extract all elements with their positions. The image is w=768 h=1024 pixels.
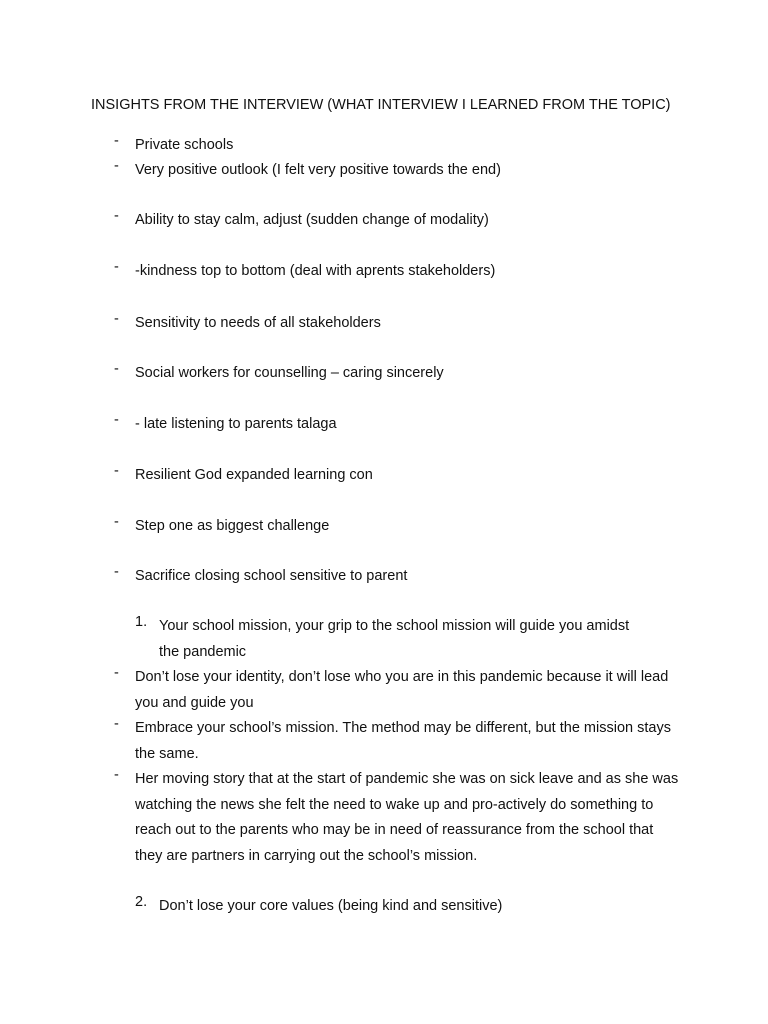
bullet-dash: -	[114, 133, 119, 149]
bullet-dash: -	[114, 463, 119, 479]
list-item-text: Embrace your school’s mission. The method may be different, but the mission stays the same.	[135, 720, 671, 762]
bullet-dash: -	[114, 259, 119, 275]
list-item-text: Her moving story that at the start of pandemic she was on sick leave and as she was watching the news she felt the need to wake up and pro-actively do something to reach out to the parents who may be in need of reassurance from the school that they are partners in carrying out the school’s mission.	[135, 771, 679, 864]
bullet-dash: -	[114, 514, 119, 530]
bullet-dash: -	[114, 716, 119, 732]
list-item-text: Resilient God expanded learning con	[135, 467, 373, 483]
bullet-dash: -	[114, 564, 119, 580]
bullet-dash: -	[114, 208, 119, 224]
item-number: 1.	[135, 614, 148, 630]
bullet-dash: -	[114, 361, 119, 377]
list-item-text: Very positive outlook (I felt very positive towards the end)	[135, 162, 501, 178]
bullet-dash: -	[114, 665, 119, 681]
document-title: INSIGHTS FROM THE INTERVIEW (WHAT INTERVIEW I LEARNED FROM THE TOPIC)	[91, 97, 671, 113]
bullet-dash: -	[114, 311, 119, 327]
list-item-text: Private schools	[135, 137, 234, 153]
numbered-item-text: Your school mission, your grip to the school mission will guide you amidst the pandemic	[159, 618, 630, 660]
item-number: 2.	[135, 894, 148, 910]
list-item-text: -kindness top to bottom (deal with aprents stakeholders)	[135, 263, 496, 279]
list-item-text: Sacrifice closing school sensitive to parent	[135, 568, 408, 584]
list-item-text: Social workers for counselling – caring sincerely	[135, 365, 444, 381]
numbered-item-text: Don’t lose your core values (being kind and sensitive)	[159, 898, 503, 914]
list-item-text: Sensitivity to needs of all stakeholders	[135, 315, 381, 331]
bullet-dash: -	[114, 158, 119, 174]
list-item-text: Don’t lose your identity, don’t lose who you are in this pandemic because it will lead you and guide you	[135, 669, 669, 711]
bullet-dash: -	[114, 767, 119, 783]
list-item-text: - late listening to parents talaga	[135, 416, 337, 432]
list-item-text: Ability to stay calm, adjust (sudden change of modality)	[135, 212, 489, 228]
list-item-text: Step one as biggest challenge	[135, 518, 330, 534]
bullet-dash: -	[114, 412, 119, 428]
